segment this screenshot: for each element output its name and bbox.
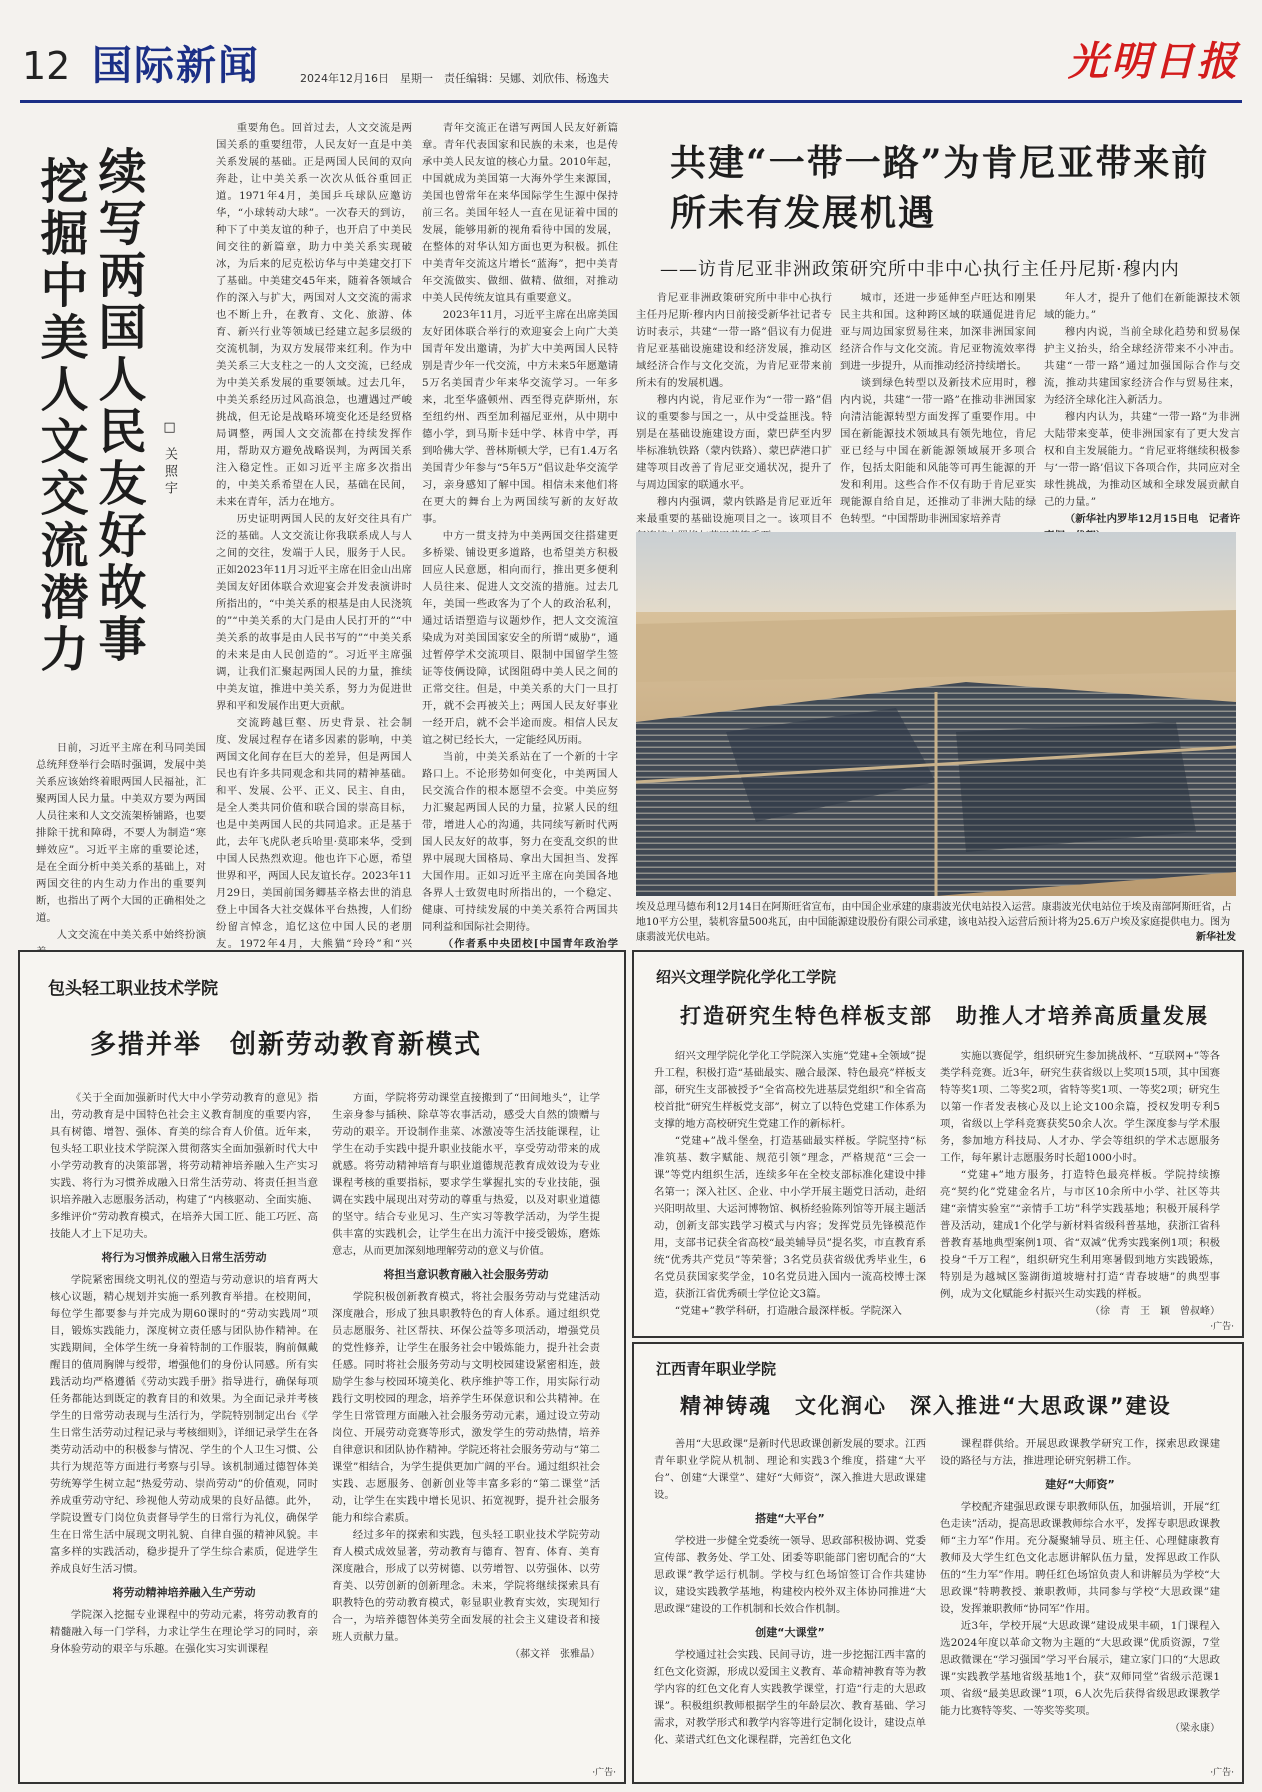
ad-shaoxing-col2 [940, 1048, 1220, 1324]
issue-meta: 2024年12月16日 星期一 责任编辑：吴娜、刘欣伟、杨逸夫 [300, 72, 609, 85]
section-title: 国际新闻 [92, 43, 260, 89]
left-article-col1 [36, 740, 206, 970]
author-bio: （作者系中央团校[中国青年政治学 [442, 938, 618, 950]
paragraph: 课程群供给。开展思政课教学研究工作，探索思政课建设的路径与方法，推进理论研究躬耕工作。 [940, 1438, 1220, 1467]
subheading: 搭建“大平台” [755, 1512, 825, 1525]
ad-baotou [18, 950, 626, 1784]
ad-signature: （梁永康） [1170, 1723, 1220, 1734]
paragraph: 当前，中美关系站在了一个新的十字路口上。不论形势如何变化，中美两国人民交流合作的根本愿望不会变。中美应努力汇聚起两国人民的力量，拉紧人民的纽带，增进人心的沟通，共同续写新时代两国人民友好的故事，努力在变乱交织的世界中展现大国格局、拿出大国担当、发挥大国作用。正如习近平主席在向美国各地各界人士致贺电时所指出的，一个稳定、健康、可持续发展的中美关系符合两国共同利益和国际社会期待。 [422, 751, 618, 933]
photo-credit: 新华社发 [1196, 932, 1236, 943]
paragraph: 穆内内强调，蒙内铁路是肯尼亚近年来最重要的基础设施项目之一。该项目不 [636, 496, 832, 525]
subheading: 创建“大课堂” [755, 1626, 825, 1639]
article-author: □ 关照宇 [162, 420, 177, 499]
paragraph: 《关于全面加强新时代大中小学劳动教育的意见》指出，劳动教育是中国特色社会主义教育制度的重要内容，具有树德、增智、强体、育美的综合育人价值。近年来，包头轻工职业技术学院深入贯彻落实全面加强新时代大中小学劳动教育的决策部署，将劳动精神培养融入生产实习实践、将行为习惯养成融入日常生活劳动、将责任担当意识培养融入志愿服务活动，构建了“内核驱动、全面实施、多维评价”劳动教育模式，在培养大国工匠、能工巧匠、高技能人才上下足功夫。 [50, 1092, 318, 1240]
subheading: 将担当意识教育融入社会服务劳动 [383, 1268, 549, 1281]
kenya-article-subtitle: ——访肯尼亚非洲政策研究所中非中心执行主任丹尼斯·穆内内 [660, 259, 1180, 280]
left-article-col2 [216, 120, 412, 972]
kenya-col3 [1044, 290, 1240, 525]
paragraph: 近3年，学校开展“大思政课”建设成果丰硕，1门课程入选2024年度以革命文物为主题的“大思政课”优质资源，7堂思政微课在“学习强国”学习平台展示，建立家门口的“大思政课”实践教学基地省级基地1个，获“双师同堂”省级示范课1项、省级“最美思政课”1项，6人次先后获得省级思政课教学能力比赛特等奖、一等奖等奖项。 [940, 1620, 1220, 1717]
ad-mark: ·广告· [1210, 1322, 1234, 1332]
photo-caption [636, 900, 1236, 945]
paragraph: 学院深入挖掘专业课程中的劳动元素，将劳动教育的精髓融入每一门学科，力求让学生在理论学习的同时，亲身体验劳动的艰辛与乐趣。在强化实习实训课程 [50, 1609, 318, 1655]
paragraph: 穆内内认为，共建“一带一路”为非洲大陆带来变革，使非洲国家有了更大发言权和自主发展能力。“肯尼亚将继续积极参与‘一带一路’倡议下各项合作，共同应对全球性挑战，为推动区域和全球发展贡献自己的力量。” [1044, 411, 1240, 508]
page-number: 12 [22, 44, 71, 88]
newspaper-logo: 光明日报 [1068, 38, 1240, 85]
paragraph: 善用“大思政课”是新时代思政课创新发展的要求。江西青年职业学院从机制、理论和实践3个维度，搭建“大平台”、创建“大课堂”、建好“大师资”，深入推进大思政课建设。 [654, 1438, 926, 1501]
ad-title: 精神铸魂 文化润心 深入推进“大思政课”建设 [680, 1394, 1172, 1418]
caption-text: 埃及总理马德布利12月14日在阿斯旺省宣布，由中国企业承建的康翡波光伏电站投入运营。康翡波光伏电站位于埃及南部阿斯旺省，占地10平方公里，装机容量500兆瓦，由中国能源建设股份有限公司承建，该电站投入运营后预计将为25.6万户埃及家庭提供电力。图为康翡波光伏电站。 [636, 902, 1232, 943]
ad-baotou-col2 [332, 1090, 600, 1770]
kenya-col2 [840, 290, 1036, 525]
paragraph: 学院积极创新教育模式，将社会服务劳动与党建活动深度融合，形成了独具职教特色的育人体系。通过组织党员志愿服务、社区帮扶、环保公益等多项活动，增强党员的党性修养，让学生在服务社会中锻炼能力，提升社会责任感。同时将社会服务劳动与文明校园建设紧密相连，鼓励学生参与校园环境美化、秩序维护等工作，用实际行动践行文明校园的理念，培养学生环保意识和公共精神。在学生日常管理方面融入社会服务劳动元素，通过设立劳动岗位、开展劳动竞赛等形式，激发学生的劳动热情，培养自律意识和团队协作精神。学院还将社会服务劳动与“第二课堂”相结合，为学生提供更加广阔的平台。通过组织社会实践、志愿服务、创新创业等丰富多彩的“第二课堂”活动，让学生在实践中增长见识、拓宽视野，提升社会服务能力和综合素质。 [332, 1291, 600, 1524]
subheading: 将行为习惯养成融入日常生活劳动 [101, 1251, 267, 1264]
paragraph: 学校通过社会实践、民间寻访，进一步挖掘江西丰富的红色文化资源，形成以爱国主义教育、革命精神教育等为教学内容的红色文化育人实践教学课堂，打造“行走的大思政课”。积极组织教师根据学生的年龄层次、教育基础、学习需求，对教学形式和教学内容等进行定制化设计，建设点单化、菜谱式红色文化课程群，完善红色文化 [654, 1649, 926, 1746]
subheading: 建好“大师资” [1045, 1478, 1115, 1491]
paragraph: 学校进一步健全党委统一领导、思政部积极协调、党委宣传部、教务处、学工处、团委等职能部门密切配合的“大思政课”教学运行机制。学校与红色场馆签订合作共建协议，建设实践教学基地，构建校内校外双主体协同推进“大思政课”建设的工作机制和长效合作机制。 [654, 1535, 926, 1615]
paragraph: 重要角色。回首过去，人文交流是两国关系的重要纽带，人民友好一直是中美关系发展的基础。正是两国人民间的双向奔赴，让中美关系一次次从低谷重回正道。1971年4月，美国乒乓球队应邀访华，“小球转动大球”。一次春天的到访，种下了中美友谊的种子，也开启了中美民间交往的新篇章，助力中美关系实现破冰，为后来的尼克松访华与中美建交打下了基础。中美建交45年来，随着各领域合作的深入与扩大，两国对人文交流的需求也不断上升，在教育、文化、旅游、体育、新兴行业等领域已经建立起多层级的交流机制，为双方发展带来红利。作为中美关系三大支柱之一的人文交流，已经成为中美关系发展的重要领域。过去几年，中美关系经历过风高浪急，也遭遇过严峻挑战，但无论是战略环境变化还是经贸格局调整，两国人文交流都在持续发挥作用，帮助双方避免战略误判，为两国关系注入稳定性。正如习近平主席多次指出的，中美关系希望在人民，基础在民间，未来在青年，活力在地方。 [216, 122, 412, 508]
paragraph: 城市，还进一步延伸至卢旺达和刚果民主共和国。这种跨区域的联通促进肯尼亚与周边国家贸易往来，加深非洲国家间经济合作与文化交流。肯尼亚物流效率得到进一步提升，从而推动经济持续增长。 [840, 292, 1036, 372]
paragraph: 穆内内说，当前全球化趋势和贸易保护主义抬头，给全球经济带来不小冲击。共建“一带一路”通过加强国际合作与交流，推动共建国家经济合作与贸易往来，为经济全球化注入新活力。 [1044, 326, 1240, 406]
ad-jiangxi-col2 [940, 1436, 1220, 1770]
ad-org-name: 包头轻工职业技术学院 [48, 979, 218, 999]
header-rule [20, 100, 1242, 103]
ad-org-name: 江西青年职业学院 [656, 1360, 777, 1378]
paragraph: 年人才，提升了他们在新能源技术领域的能力。” [1044, 292, 1240, 321]
paragraph: 学校配齐建强思政课专职教师队伍，加强培训，开展“红色走读”活动，提高思政课教师综合水平，发挥专职思政课教师“主力军”作用。充分凝聚辅导员、班主任、心理健康教育教师及大学生红色文化志愿讲解队伍力量，发挥思政工作队伍的“生力军”作用。聘任红色场馆负责人和讲解员为学校“大思政课”特聘教授、兼职教师，共同参与学校“大思政课”建设，发挥兼职教师“协同军”作用。 [940, 1501, 1220, 1615]
paragraph: 肯尼亚非洲政策研究所中非中心执行主任丹尼斯·穆内内日前接受新华社记者专访时表示，共建“一带一路”倡议有力促进肯尼亚基础设施建设和经济发展，推动区域经济合作与文化交流，为肯尼亚带来前所未有的发展机遇。 [636, 292, 832, 389]
paragraph: 人文交流在中美关系中始终扮演 [56, 929, 206, 941]
ad-shaoxing-col1 [654, 1048, 926, 1324]
solar-plant-photo [636, 532, 1236, 896]
article-title-line2: 挖掘中美人文交流潜力 [32, 156, 88, 676]
ad-mark: ·广告· [1210, 1768, 1234, 1778]
paragraph: 青年交流正在谱写两国人民友好新篇章。青年代表国家和民族的未来，也是传承中美人民友谊的核心力量。2010年起，中国就成为美国第一大海外学生来源国，美国也曾常年在来华国际学生生源中保持前三名。美国年轻人一直在见证着中国的发展，能够用新的视角看待中国的发展，在整体的对华认知方面也更为积极。抓住中美青年交流这片增长“蓝海”，把中美青年交流做实、做细、做精、做细，对推动中美人民传统友谊具有重要意义。 [422, 122, 618, 304]
ad-jiangxi-col1 [654, 1436, 926, 1770]
ad-title: 打造研究生特色样板支部 助推人才培养高质量发展 [680, 1004, 1209, 1028]
ad-title: 多措并举 创新劳动教育新模式 [90, 1030, 483, 1060]
paragraph: 经过多年的探索和实践，包头轻工职业技术学院劳动育人模式成效显著，劳动教育与德育、智育、体育、美育深度融合，形成了以劳树德、以劳增智、以劳强体、以劳育美、以劳创新的创新理念。未来，学院将继续探索具有职教特色的劳动教育模式，彰显职业教育实效，实现知行合一，为培养德智体美劳全面发展的社会主义建设者和接班人贡献力量。 [332, 1529, 600, 1643]
dateline: （新华社内罗毕12月15日电 记者许 [1064, 513, 1240, 525]
left-article-col3 [422, 120, 618, 972]
kenya-col1 [636, 290, 832, 525]
paragraph: 谈到绿色转型以及新技术应用时，穆内内说，共建“一带一路”在推动非洲国家向清洁能源转型方面发挥了重要作用。中国在新能源技术领域具有领先地位，肯尼亚已经与中国在新能源领域展开多项合作，包括太阳能和风能等可再生能源的开发和利用。这些合作不仅有助于肯尼亚实现能源自给自足，还推动了非洲大陆的绿色转型。“中国帮助非洲国家培养青 [840, 377, 1036, 525]
ad-signature: （郝文祥 张雅晶） [510, 1649, 600, 1660]
ad-signature: （徐 青 王 颖 曾叔峰） [1090, 1306, 1220, 1317]
paragraph: 日前，习近平主席在利马同美国总统拜登举行会晤时强调，发展中美关系应该始终着眼两国人民福祉，汇聚两国人民力量。中美双方要为两国人员往来和人文交流架桥铺路，也要排除干扰和障碍，不要人为制造“寒蝉效应”。习近平主席的重要论述，是在全面分析中美关系的基础上，对两国交往的内生动力作出的重要判断，也指出了两个大国的正确相处之道。 [36, 742, 206, 924]
paragraph: 学院紧密围绕文明礼仪的塑造与劳动意识的培育两大核心议题，精心规划并实施一系列教育举措。在校期间，每位学生都要参与并完成为期60课时的“劳动实践周”项目，锻炼实践能力，深度树立责任感与团队协作精神。在实践期间，全体学生统一身着特制的工作服装，胸前佩戴醒目的值周胸牌与绶带，增强他们的身份认同感。所有实践活动均严格遵循《劳动实践手册》指导进行，确保每项任务都能达到既定的教育目的和效果。为全面记录并考核学生的日常劳动表现与生活行为，学院特别制定出台《学生日常生活劳动过程记录与考核细则》，详细记录学生在各类劳动活动中的积极参与情况、学生的个人卫生习惯、公共行为规范等方面进行考察与引导。该机制通过德智体美劳统筹学生树立起“热爱劳动、崇尚劳动”的价值观，同时养成重劳动守纪、珍视他人劳动成果的良好品德。此外，学院设置专门岗位负责督导学生的日常行为礼仪，确保学生在日常生活中展现文明礼貌、自律自强的精神风貌。丰富多样的实践活动，稳步提升了学生综合素质，促进学生养成良好生活习惯。 [50, 1274, 318, 1575]
paragraph: 绍兴文理学院化学化工学院深入实施“党建+全领域”提升工程，积极打造“基础最实、融合最深、特色最亮”样板支部，研究生支部被授予“全省高校先进基层党组织”和全省高校首批“研究生样板党支部”，树立了以特色党建工作体系为支撑的地方高校研究生党建工作的新标杆。 [654, 1050, 926, 1130]
paragraph: 穆内内说，肯尼亚作为“一带一路”倡议的重要参与国之一，从中受益匪浅。特别是在基础设施建设方面，蒙巴萨至内罗毕标准轨铁路（蒙内铁路）、蒙巴萨港口扩建等项目改善了肯尼亚交通状况，提升了与周边国家的联通水平。 [636, 394, 832, 491]
kenya-article-title: 共建“一带一路”为肯尼亚带来前所未有发展机遇 [670, 142, 1210, 234]
paragraph: 实施以赛促学，组织研究生参加挑战杯、“互联网+”等各类学科竞赛。近3年，研究生获省级以上奖项15项，其中国赛特等奖1项、二等奖2项，省特等奖1项、一等奖2项；研究生以第一作者发表核心及以上论文100余篇，授权发明专利5项，省级以上学科竞赛获奖50余人次。学生深度参与学术服务，参加地方科技局、人才办、学会等组织的学术志愿服务工作，每年累计志愿服务时长超1000小时。 [940, 1050, 1220, 1164]
solar-plant-image [636, 532, 1236, 896]
paragraph: 方面，学院将劳动课堂直接搬到了“田间地头”，让学生亲身参与插秧、除草等农事活动，感受大自然的馈赠与劳动的艰辛。开设制作韭菜、冰激凌等生活技能课程，让学生在动手实践中提升职业技能水平，享受劳动带来的成就感。将劳动精神培育与职业道德规范教育成效设为专业课程考核的重要指标，要求学生掌握扎实的专业技能，强调在实践中展现出对劳动的尊重与热爱，以及对职业道德的坚守。结合专业见习、生产实习等教学活动，为学生提供丰富的实践机会，让学生在出力流汗中接受锻炼，磨炼意志，从而更加深刻地理解劳动的意义与价值。 [332, 1092, 600, 1257]
ad-shaoxing [632, 950, 1244, 1338]
paragraph: 中方一贯支持为中美两国交往搭建更多桥梁、铺设更多道路，也希望美方积极回应人民意愿，相向而行，推出更多便利人员往来、促进人文交流的措施。过去几年，美国一些政客为了个人的政治私利，通过话语塑造与议题炒作，把人文交流渲染成为对美国国家安全的所谓“威胁”，通过暂停学术交流项目、限制中国留学生签证等伎俩设障，试图阻碍中美人民之间的正常交往。但是，中美关系的大门一旦打开，就不会再被关上；两国人民友好事业一经开启，就不会半途而废。相信人民友谊之树已经长大，一定能经风历雨。 [422, 530, 618, 746]
paragraph: 历史证明两国人民的友好交往具有广泛的基础。人文交流让你我联系成人与人之间的交往，发端于人民，服务于人民。正如2023年11月习近平主席在旧金山出席美国友好团体联合欢迎宴会并发表演讲时所指出的，“中美关系的根基是由人民浇筑的”“中美关系的大门是由人民打开的”“中美关系的故事是由人民书写的”“中美关系的未来是由人民创造的”。习近平主席强调，让我们汇聚起两国人民的力量，推续中美友谊，推进中美关系，努力为促进世界和平和发展作出更大贡献。 [216, 513, 412, 712]
ad-baotou-col1 [50, 1090, 318, 1770]
paragraph: 交流跨越巨壑、历史背景、社会制度、发展过程存在诸多因素的影响，中美两国文化间存在巨大的差异，但是两国人民也有许多共同观念和共同的精神基础。和平、发展、公平、正义、民主、自由，是全人类共同价值和联合国的崇高目标，也是中美两国人民的共同追求。正是基于此，去年飞虎队老兵哈里·莫耶来华，受到中国人民热烈欢迎。他也许下心愿，希望世界和平，两国人民友谊长存。2023年11月29日，美国前国务卿基辛格去世的消息登上中国各大社交媒体平台热搜，人们纷纷留言悼念，追忆这位中国人民的老朋友。1972年4月，大熊猫“玲玲”和“兴 [216, 717, 412, 950]
ad-mark: ·广告· [592, 1768, 616, 1778]
paragraph: 2023年11月，习近平主席在出席美国友好团体联合举行的欢迎宴会上向广大美国青年发出邀请，为扩大中美两国人民特别是青少年一代交流，中方未来5年愿邀请5万名美国青少年来华交流学习。一年多来，北至华盛顿州、西至得克萨斯州，东至纽约州、西至加利福尼亚州，从中期中德小学，到马斯卡廷中学、林肯中学，再到哈佛大学、普林斯顿大学，已有1.4万名美国青少年参与“5年5万”倡议赴华交流学习，亲身感知了解中国。相信未来他们将在更大的舞台上为两国续写新的友好故事。 [422, 309, 618, 525]
paragraph: “党建+”战斗堡垒，打造基础最实样板。学院坚持“标准筑基、数字赋能、规范引领”理念，严格规范“三会一课”等党内组织生活，连续多年在全校支部标准化建设中排名第一；深入社区、企业、中小学开展主题党日活动，赴绍兴阳明故里、大运河博物馆、枫桥经验陈列馆等开展主题活动，创新支部实践学习模式与内容；发挥党员先锋模范作用，支部书记获全省高校“最美辅导员”提名奖，市直教育系统“优秀共产党员”等荣誉；3名党员获省级优秀毕业生，6名党员获国家奖学金，10名党员进入国内一流高校博士深造，获浙江省优秀硕士学位论文3篇。 [654, 1135, 926, 1300]
ad-org-name: 绍兴文理学院化学化工学院 [656, 968, 837, 986]
article-title-line1: 续写两国人民友好故事 [90, 146, 146, 666]
paragraph: “党建+”地方服务，打造特色最亮样板。学院持续擦亮“契约化”党建金名片，与市区10余所中小学、社区等共建“亲情实验室”“亲情手工坊”科学实践基地；积极开展科学普及活动，建成1个化学与新材料省级科普基地，获浙江省科普教育基地典型案例1项、省“双减”优秀实践案例1项；积极投身“千万工程”，组织研究生利用寒暑假到地方实践锻炼，特别是为越城区鉴湖街道坡塘村打造“青春坡塘”的典型事例，成为文化赋能乡村振兴生动实践的样板。 [940, 1169, 1220, 1300]
paragraph: “党建+”教学科研，打造融合最深样板。学院深入 [674, 1305, 902, 1317]
subheading: 将劳动精神培养融入生产劳动 [112, 1586, 256, 1599]
ad-jiangxi [632, 1342, 1244, 1784]
